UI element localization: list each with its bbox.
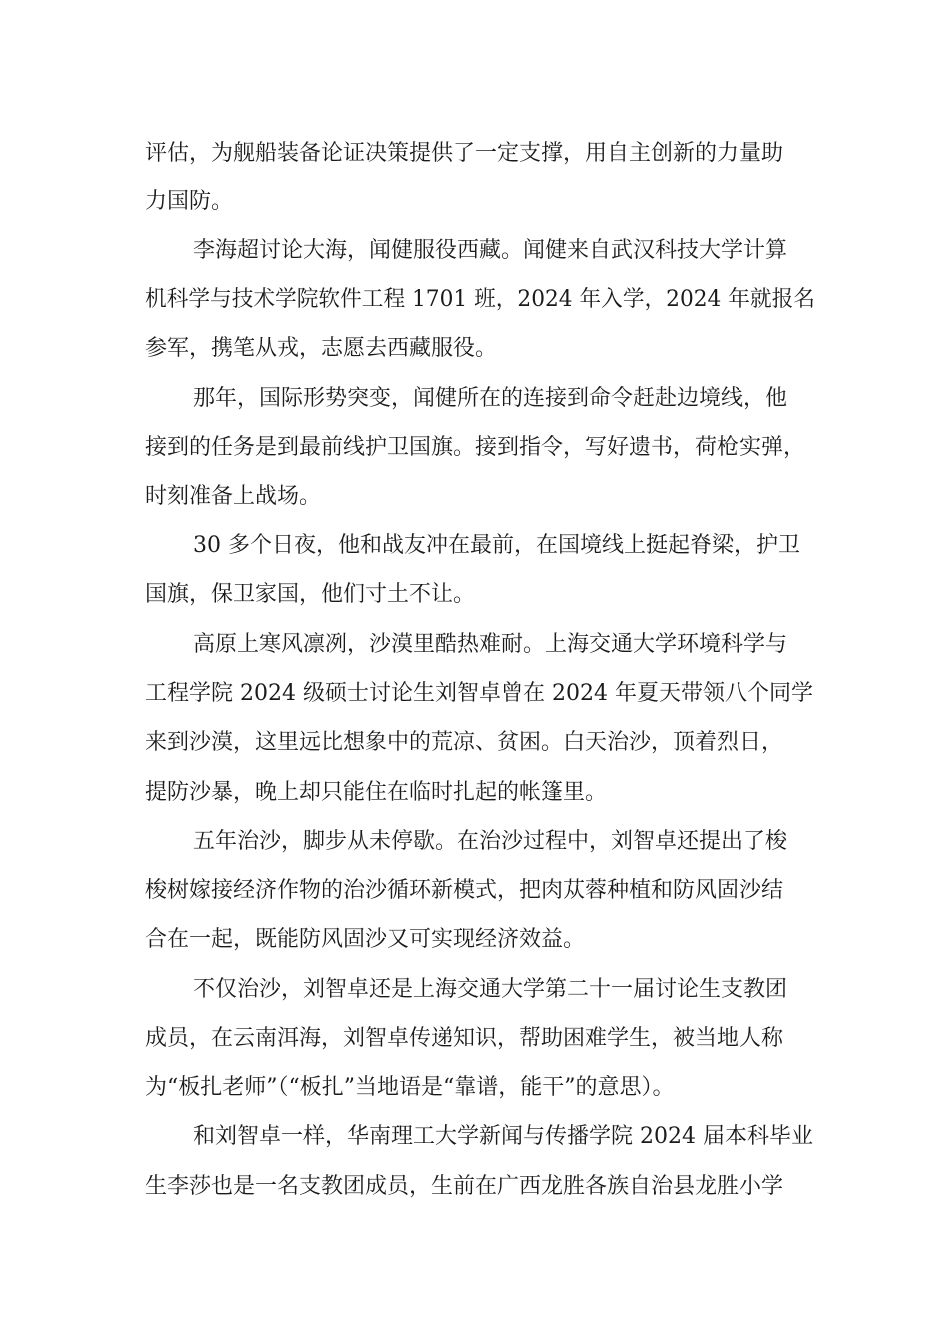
text-line: 为“板扎老师”（“板扎”当地语是“靠谱，能干”的意思）。 bbox=[145, 1075, 675, 1100]
text-line: 时刻准备上战场。 bbox=[145, 484, 322, 509]
paragraph-start-line: 高原上寒风凛冽，沙漠里酷热难耐。上海交通大学环境科学与 bbox=[193, 632, 788, 657]
text-line: 来到沙漠，这里远比想象中的荒凉、贫困。白天治沙，顶着烈日， bbox=[145, 730, 784, 755]
text-line: 评估，为舰船装备论证决策提供了一定支撑，用自主创新的力量助 bbox=[145, 141, 784, 166]
text-line: 工程学院 2024 级硕士讨论生刘智卓曾在 2024 年夏天带领八个同学 bbox=[145, 681, 813, 706]
text-line: 成员，在云南洱海，刘智卓传递知识，帮助困难学生，被当地人称 bbox=[145, 1026, 784, 1051]
text-line: 提防沙暴，晚上却只能住在临时扎起的帐篷里。 bbox=[145, 780, 608, 805]
text-line: 力国防。 bbox=[145, 189, 234, 214]
paragraph-start-line: 李海超讨论大海，闻健服役西藏。闻健来自武汉科技大学计算 bbox=[193, 238, 788, 263]
text-line: 机科学与技术学院软件工程 1701 班，2024 年入学，2024 年就报名 bbox=[145, 287, 815, 312]
paragraph-start-line: 和刘智卓一样，华南理工大学新闻与传播学院 2024 届本科毕业 bbox=[193, 1124, 813, 1149]
text-line: 国旗，保卫家国，他们寸土不让。 bbox=[145, 582, 476, 607]
text-line: 接到的任务是到最前线护卫国旗。接到指令，写好遗书，荷枪实弹， bbox=[145, 435, 806, 460]
text-line: 参军，携笔从戎，志愿去西藏服役。 bbox=[145, 336, 498, 361]
text-line: 生李莎也是一名支教团成员，生前在广西龙胜各族自治县龙胜小学 bbox=[145, 1174, 784, 1199]
paragraph-start-line: 30 多个日夜，他和战友冲在最前，在国境线上挺起脊梁，护卫 bbox=[193, 533, 800, 558]
text-line: 合在一起，既能防风固沙又可实现经济效益。 bbox=[145, 927, 586, 952]
paragraph-start-line: 五年治沙，脚步从未停歇。在治沙过程中，刘智卓还提出了梭 bbox=[193, 829, 788, 854]
paragraph-start-line: 不仅治沙，刘智卓还是上海交通大学第二十一届讨论生支教团 bbox=[193, 977, 788, 1002]
paragraph-start-line: 那年，国际形势突变，闻健所在的连接到命令赶赴边境线，他 bbox=[193, 386, 788, 411]
text-line: 梭树嫁接经济作物的治沙循环新模式，把肉苁蓉种植和防风固沙结 bbox=[145, 878, 784, 903]
